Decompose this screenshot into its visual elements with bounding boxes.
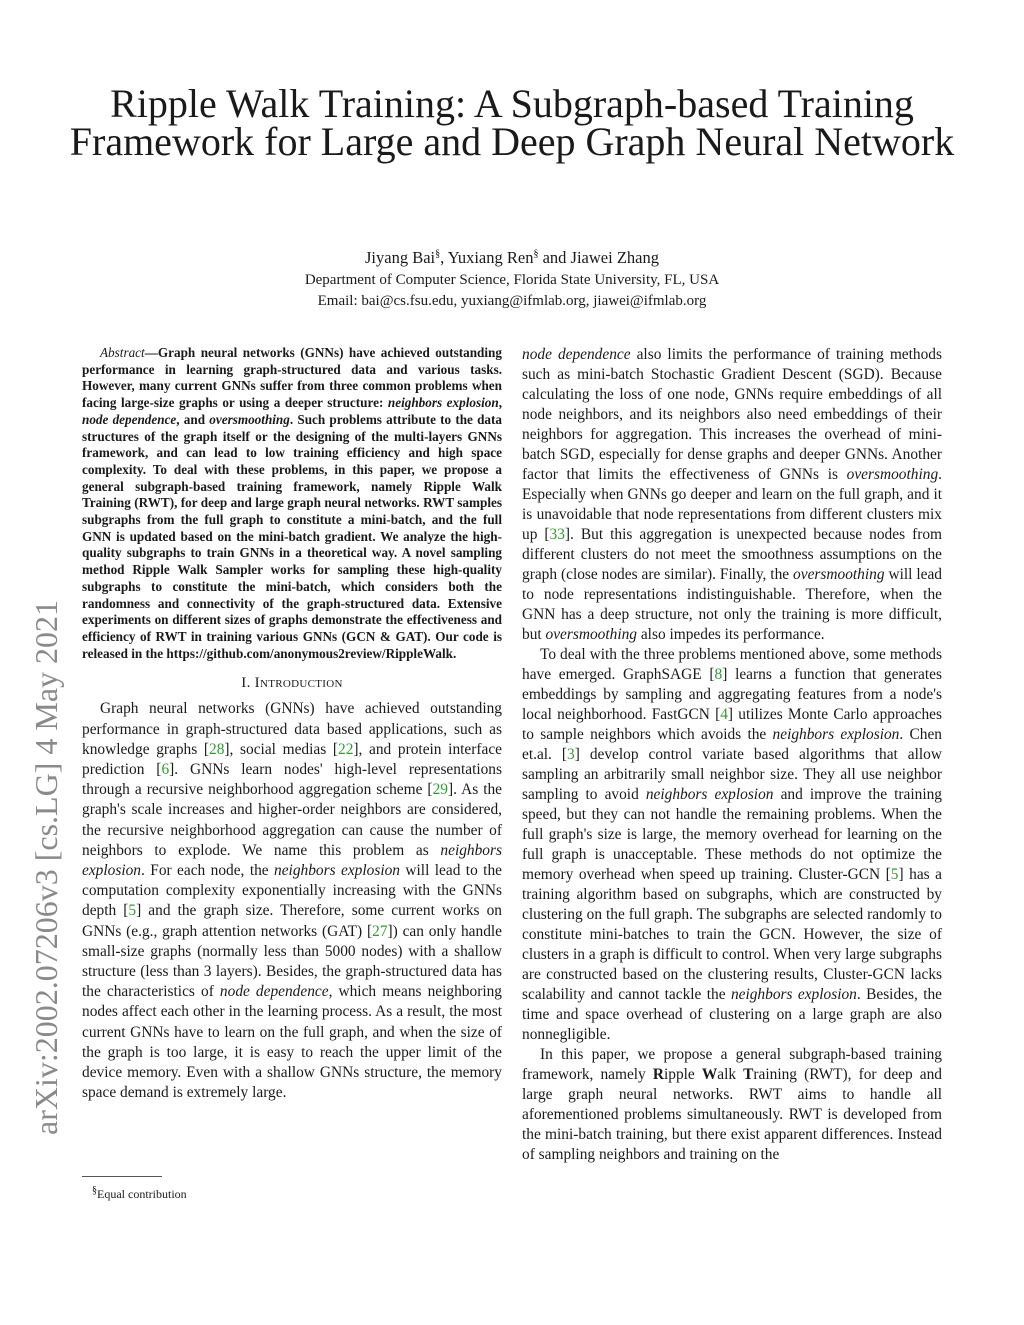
right-column [522, 345, 942, 1165]
author-list: Jiyang Bai§, Yuxiang Ren§ and Jiawei Zhang [365, 248, 659, 267]
citation-link[interactable]: 33 [549, 526, 565, 543]
equal-contribution-mark: § [533, 248, 539, 260]
body-paragraph: In this paper, we propose a general subgraph-based training framework, namely Ripple Walk Training (RWT), for deep and large graph neural networks. RWT aims to handle all aforementioned problems simultaneously. RWT is developed from the mini-batch training, but there exist apparent differences. Instead of sampling neighbors and training on the [522, 1046, 942, 1163]
footnote-rule [82, 1176, 162, 1177]
citation-link[interactable]: 27 [372, 922, 388, 940]
citation-link[interactable]: 8 [714, 666, 723, 683]
footnote: §Equal contribution [92, 1185, 187, 1201]
citation-link[interactable]: 28 [209, 740, 225, 758]
author-name: Jiawei Zhang [570, 248, 659, 267]
arxiv-identifier[interactable]: arXiv:2002.07206v3 [cs.LG] 4 May 2021 [28, 599, 64, 1135]
citation-link[interactable]: 4 [720, 706, 728, 723]
paper-title: Ripple Walk Training: A Subgraph-based Training Framework for Large and Deep Graph Neural Network [69, 81, 955, 164]
citation-link[interactable]: 5 [128, 902, 137, 920]
email-line: Email: bai@cs.fsu.edu, yuxiang@ifmlab.org, jiawei@ifmlab.org [317, 293, 707, 309]
left-column [82, 345, 502, 1103]
body-paragraph: To deal with the three problems mentioned above, some methods have emerged. GraphSAGE [8] learns a function that generates embeddings by sampling and aggregating features from a node's local neighborhood. FastGCN [4] utilizes Monte Carlo approaches to sample neighbors which avoids the neighbors explosion. Chen et.al. [3] develop control variate based algorithms that allow sampling an arbitrarily small neighbor size. They all use neighbor sampling to avoid neighbors explosion and improve the training speed, but they can not handle the remaining problems. When the full graph's size is large, the memory overhead for learning on the full graph is unacceptable. These methods do not optimize the memory overhead when speed up training. Cluster-GCN [5] has a training algorithm based on subgraphs, which are constructed by clustering on the full graph. The subgraphs are selected randomly to constitute mini-batches to train the GCN. However, the size of clusters in a graph is difficult to control. When very large subgraphs are constructed based on the clustering results, Cluster-GCN lacks scalability and cannot tackle the neighbors explosion. Besides, the time and space overhead of clustering on a large graph are also nonnegligible. [522, 646, 943, 1043]
intro-paragraph: Graph neural networks (GNNs) have achieved outstanding performance in graph-structured data based applications, such as knowledge graphs [28], social medias [22], and protein interface prediction [6]. GNNs learn nodes' high-level representations through a recursive neighborhood aggregation scheme [29]. As the graph's scale increases and higher-order neighbors are considered, the recursive neighborhood aggregation can cause the number of neighbors to explode. We name this problem as neighbors explosion. For each node, the neighbors explosion will lead to the computation complexity exponentially increasing with the GNNs depth [5] and the graph size. Therefore, some current works on GNNs (e.g., graph attention networks (GAT) [27]) can only handle small-size graphs (normally less than 5000 nodes) with a shallow structure (less than 3 layers). Besides, the graph-structured data has the characteristics of node dependence, which means neighboring nodes affect each other in the learning process. As a result, the most current GNNs have to learn on the full graph, and when the size of the graph is too large, it is easy to reach the upper limit of the device memory. Even with a shallow GNNs structure, the memory space demand is extremely large. [82, 700, 502, 1102]
abstract: Abstract—Graph neural networks (GNNs) have achieved outstanding performance in learning graph-structured data and various tasks. However, many current GNNs suffer from three common problems when facing large-size graphs or using a deeper structure: neighbors explosion, node dependence, and oversmoothing. Such problems attribute to the data structures of the graph itself or the designing of the multi-layers GNNs framework, and can lead to low training efficiency and high space complexity. To deal with these problems, in this paper, we propose a general subgraph-based training framework, namely Ripple Walk Training (RWT), for deep and large graph neural networks. RWT samples subgraphs from the full graph to constitute a mini-batch, and the full GNN is updated based on the mini-batch gradient. We analyze the high-quality subgraphs to train GNNs in a theoretical way. A novel sampling method Ripple Walk Sampler works for sampling these high-quality subgraphs to constitute the mini-batch, which considers both the randomness and connectivity of the graph-structured data. Extensive experiments on different sizes of graphs demonstrate the effectiveness and efficiency of RWT in training various GNNs (GCN & GAT). Our code is released in the https://github.com/anonymous2review/RippleWalk. [82, 345, 503, 661]
author-name: Jiyang Bai [365, 248, 436, 267]
citation-link[interactable]: 22 [338, 740, 354, 758]
citation-link[interactable]: 3 [567, 746, 575, 763]
abstract-label: Abstract [100, 345, 145, 360]
equal-contribution-mark: § [435, 248, 441, 260]
citation-link[interactable]: 5 [890, 866, 899, 883]
body-paragraph: node dependence also limits the performance of training methods such as mini-batch Stochastic Gradient Descent (SGD). Because calculating the loss of one node, GNNs require embeddings of all node neighbors, and its neighbors also need embeddings of their neighbors for aggregation. This increases the overhead of mini-batch SGD, especially for dense graphs and deeper GNNs. Another factor that limits the effectiveness of GNNs is oversmoothing. Especially when GNNs go deeper and learn on the full graph, and it is unavoidable that node representations from different clusters mix up [33]. But this aggregation is unexpected because nodes from different clusters do not meet the smoothness assumptions on the graph (close nodes are similar). Finally, the oversmoothing will lead to node representations indistinguishable. Therefore, when the GNN has a deep structure, not only the training is more difficult, but oversmoothing also impedes its performance. [522, 346, 942, 643]
affiliation: Department of Computer Science, Florida State University, FL, USA [304, 272, 720, 288]
citation-link[interactable]: 6 [161, 760, 170, 778]
section-heading-introduction: I. Introduction [241, 675, 343, 692]
citation-link[interactable]: 29 [432, 781, 448, 799]
author-name: Yuxiang Ren [447, 248, 534, 267]
